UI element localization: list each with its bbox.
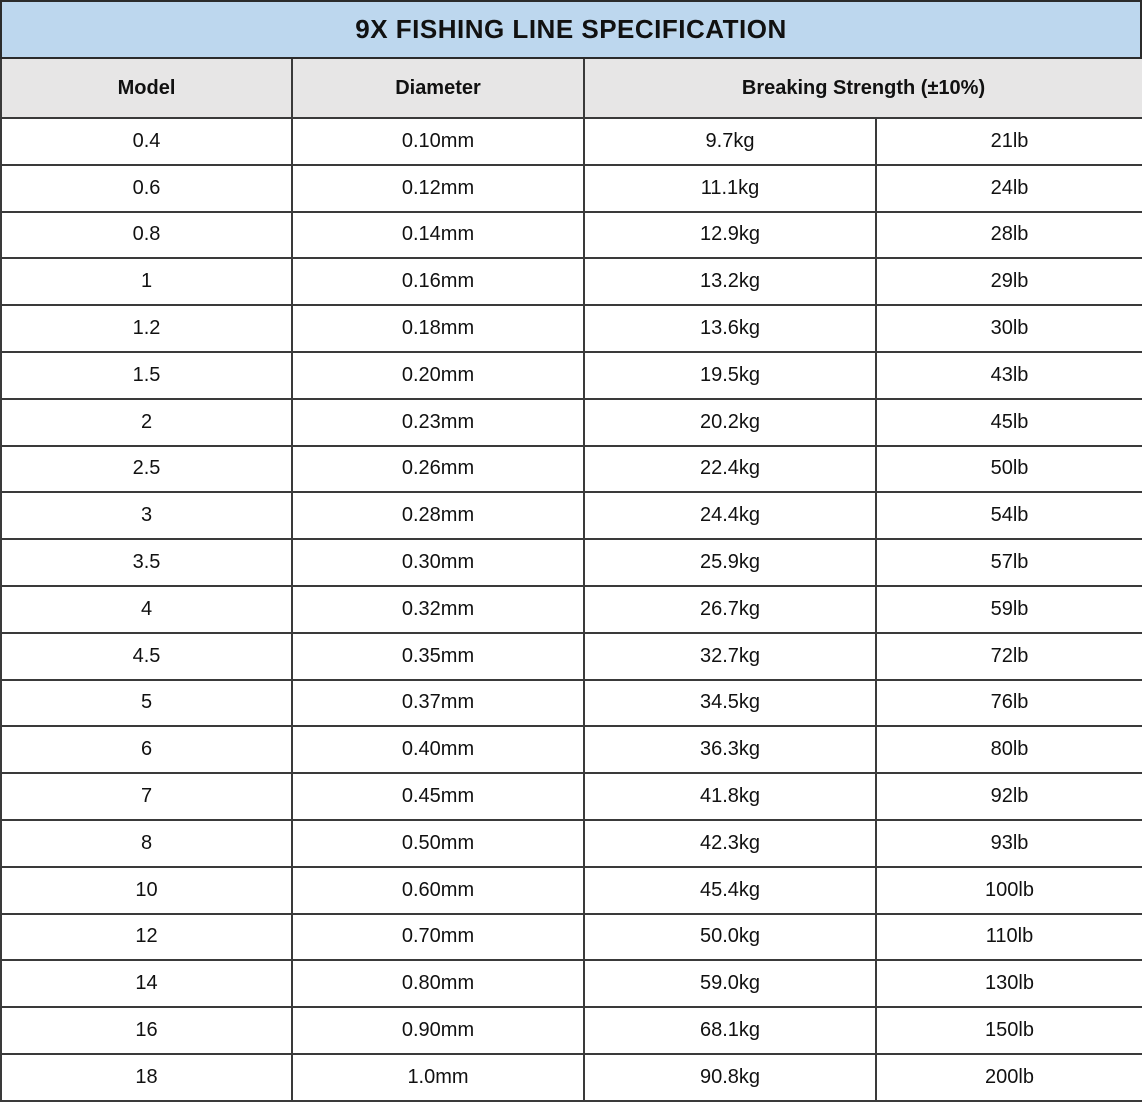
table-row — [1, 633, 1142, 680]
cell-strength-lb: 72lb — [876, 633, 1142, 680]
cell-strength-lb: 100lb — [876, 867, 1142, 914]
cell-diameter: 0.20mm — [292, 352, 584, 399]
title-bar — [0, 0, 1142, 59]
header-diameter: Diameter — [292, 59, 584, 118]
cell-strength-kg: 50.0kg — [584, 914, 876, 961]
cell-strength-lb: 200lb — [876, 1054, 1142, 1101]
cell-model: 5 — [1, 680, 292, 727]
cell-strength-lb: 76lb — [876, 680, 1142, 727]
table-row — [1, 118, 1142, 165]
cell-model: 1.5 — [1, 352, 292, 399]
cell-diameter: 0.28mm — [292, 492, 584, 539]
table-row — [1, 820, 1142, 867]
table-row — [1, 1007, 1142, 1054]
cell-strength-kg: 45.4kg — [584, 867, 876, 914]
cell-diameter: 0.35mm — [292, 633, 584, 680]
cell-diameter: 0.32mm — [292, 586, 584, 633]
cell-strength-lb: 24lb — [876, 165, 1142, 212]
table-row — [1, 165, 1142, 212]
page-title: 9X FISHING LINE SPECIFICATION — [355, 14, 787, 44]
cell-strength-kg: 42.3kg — [584, 820, 876, 867]
table-row — [1, 399, 1142, 446]
cell-strength-kg: 24.4kg — [584, 492, 876, 539]
cell-model: 2 — [1, 399, 292, 446]
cell-strength-kg: 13.6kg — [584, 305, 876, 352]
table-row — [1, 305, 1142, 352]
cell-strength-lb: 110lb — [876, 914, 1142, 961]
table-row — [1, 867, 1142, 914]
cell-diameter: 0.45mm — [292, 773, 584, 820]
cell-strength-lb: 43lb — [876, 352, 1142, 399]
table-row — [1, 960, 1142, 1007]
cell-strength-kg: 36.3kg — [584, 726, 876, 773]
table-row — [1, 446, 1142, 493]
cell-strength-lb: 92lb — [876, 773, 1142, 820]
cell-model: 4.5 — [1, 633, 292, 680]
header-model: Model — [1, 59, 292, 118]
cell-strength-lb: 50lb — [876, 446, 1142, 493]
cell-model: 0.8 — [1, 212, 292, 259]
table-row — [1, 586, 1142, 633]
cell-diameter: 0.26mm — [292, 446, 584, 493]
table-row — [1, 212, 1142, 259]
cell-model: 3 — [1, 492, 292, 539]
header-breaking-strength: Breaking Strength (±10%) — [584, 59, 1142, 118]
spec-table — [0, 59, 1142, 1102]
cell-model: 12 — [1, 914, 292, 961]
cell-model: 18 — [1, 1054, 292, 1101]
cell-strength-lb: 28lb — [876, 212, 1142, 259]
cell-strength-lb: 59lb — [876, 586, 1142, 633]
cell-strength-kg: 25.9kg — [584, 539, 876, 586]
cell-diameter: 1.0mm — [292, 1054, 584, 1101]
cell-model: 16 — [1, 1007, 292, 1054]
cell-strength-lb: 30lb — [876, 305, 1142, 352]
cell-strength-kg: 20.2kg — [584, 399, 876, 446]
cell-strength-lb: 93lb — [876, 820, 1142, 867]
table-row — [1, 773, 1142, 820]
cell-diameter: 0.14mm — [292, 212, 584, 259]
cell-model: 14 — [1, 960, 292, 1007]
cell-strength-kg: 9.7kg — [584, 118, 876, 165]
cell-model: 1 — [1, 258, 292, 305]
cell-diameter: 0.80mm — [292, 960, 584, 1007]
cell-diameter: 0.12mm — [292, 165, 584, 212]
table-row — [1, 680, 1142, 727]
header-row — [1, 59, 1142, 118]
table-row — [1, 539, 1142, 586]
cell-model: 0.6 — [1, 165, 292, 212]
cell-strength-kg: 59.0kg — [584, 960, 876, 1007]
cell-diameter: 0.50mm — [292, 820, 584, 867]
cell-diameter: 0.40mm — [292, 726, 584, 773]
cell-model: 7 — [1, 773, 292, 820]
cell-strength-kg: 13.2kg — [584, 258, 876, 305]
cell-strength-lb: 130lb — [876, 960, 1142, 1007]
cell-strength-lb: 57lb — [876, 539, 1142, 586]
table-row — [1, 1054, 1142, 1101]
cell-model: 4 — [1, 586, 292, 633]
cell-strength-kg: 22.4kg — [584, 446, 876, 493]
cell-strength-lb: 150lb — [876, 1007, 1142, 1054]
cell-strength-lb: 45lb — [876, 399, 1142, 446]
cell-diameter: 0.23mm — [292, 399, 584, 446]
cell-diameter: 0.60mm — [292, 867, 584, 914]
cell-diameter: 0.10mm — [292, 118, 584, 165]
cell-model: 1.2 — [1, 305, 292, 352]
cell-model: 3.5 — [1, 539, 292, 586]
table-row — [1, 914, 1142, 961]
cell-diameter: 0.30mm — [292, 539, 584, 586]
cell-model: 0.4 — [1, 118, 292, 165]
cell-diameter: 0.70mm — [292, 914, 584, 961]
cell-model: 10 — [1, 867, 292, 914]
cell-strength-kg: 12.9kg — [584, 212, 876, 259]
cell-strength-lb: 80lb — [876, 726, 1142, 773]
table-row — [1, 258, 1142, 305]
cell-strength-kg: 32.7kg — [584, 633, 876, 680]
cell-strength-kg: 19.5kg — [584, 352, 876, 399]
table-row — [1, 352, 1142, 399]
cell-strength-lb: 21lb — [876, 118, 1142, 165]
cell-diameter: 0.18mm — [292, 305, 584, 352]
cell-strength-kg: 90.8kg — [584, 1054, 876, 1101]
cell-strength-kg: 11.1kg — [584, 165, 876, 212]
cell-strength-kg: 26.7kg — [584, 586, 876, 633]
cell-model: 8 — [1, 820, 292, 867]
table-row — [1, 726, 1142, 773]
cell-diameter: 0.90mm — [292, 1007, 584, 1054]
table-row — [1, 492, 1142, 539]
cell-strength-lb: 54lb — [876, 492, 1142, 539]
cell-diameter: 0.16mm — [292, 258, 584, 305]
cell-model: 2.5 — [1, 446, 292, 493]
cell-strength-lb: 29lb — [876, 258, 1142, 305]
cell-strength-kg: 34.5kg — [584, 680, 876, 727]
cell-strength-kg: 41.8kg — [584, 773, 876, 820]
table-body — [1, 118, 1142, 1101]
cell-strength-kg: 68.1kg — [584, 1007, 876, 1054]
cell-diameter: 0.37mm — [292, 680, 584, 727]
cell-model: 6 — [1, 726, 292, 773]
